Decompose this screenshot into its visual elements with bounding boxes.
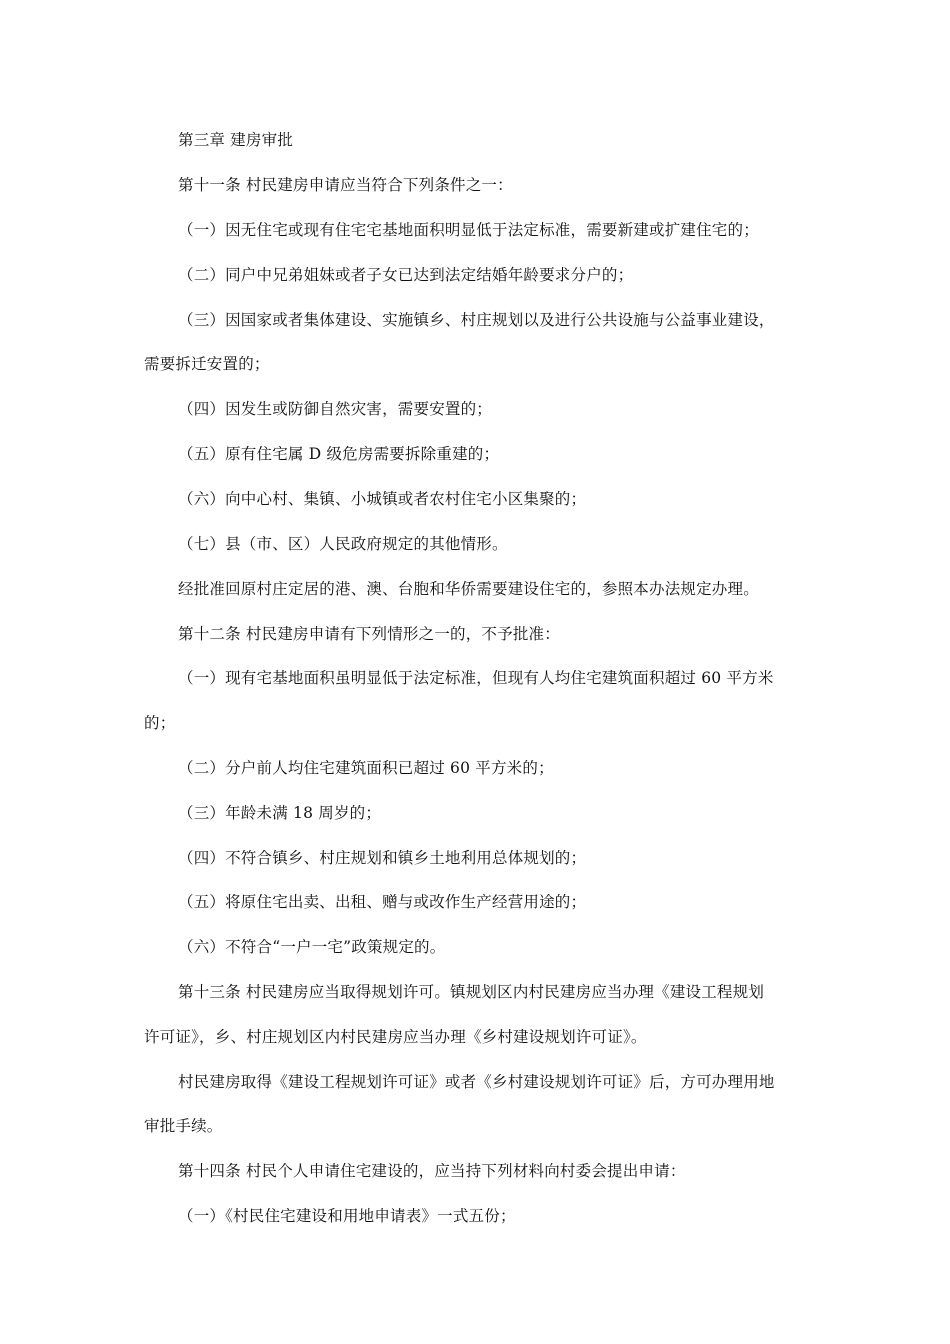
article-13-heading-cont: 许可证》，乡、村庄规划区内村民建房应当办理《乡村建设规划许可证》。 bbox=[144, 1028, 647, 1046]
article-11-heading: 第十一条 村民建房申请应当符合下列条件之一： bbox=[178, 176, 513, 194]
chapter-heading: 第三章 建房审批 bbox=[178, 131, 294, 149]
article-11-item-1: （一）因无住宅或现有住宅宅基地面积明显低于法定标准，需要新建或扩建住宅的； bbox=[178, 221, 759, 239]
article-11-item-3: （三）因国家或者集体建设、实施镇乡、村庄规划以及进行公共设施与公益事业建设， bbox=[178, 311, 775, 329]
article-13-para-2-cont: 审批手续。 bbox=[144, 1117, 223, 1135]
article-12-item-2: （二）分户前人均住宅建筑面积已超过 60 平方米的； bbox=[178, 759, 554, 777]
article-12-item-1-cont: 的； bbox=[144, 714, 176, 732]
article-11-item-3-cont: 需要拆迁安置的； bbox=[144, 355, 270, 373]
article-12-item-3: （三）年龄未满 18 周岁的； bbox=[178, 804, 382, 822]
article-11-note: 经批准回原村庄定居的港、澳、台胞和华侨需要建设住宅的，参照本办法规定办理。 bbox=[178, 580, 759, 598]
article-12-item-1: （一）现有宅基地面积虽明显低于法定标准，但现有人均住宅建筑面积超过 60 平方米 bbox=[178, 669, 774, 687]
article-14-item-1: （一）《村民住宅建设和用地申请表》一式五份； bbox=[178, 1207, 516, 1225]
article-12-item-5: （五）将原住宅出卖、出租、赠与或改作生产经营用途的； bbox=[178, 893, 587, 911]
article-11-item-2: （二）同户中兄弟姐妹或者子女已达到法定结婚年龄要求分户的； bbox=[178, 266, 634, 284]
article-12-heading: 第十二条 村民建房申请有下列情形之一的，不予批准： bbox=[178, 625, 560, 643]
article-11-item-6: （六）向中心村、集镇、小城镇或者农村住宅小区集聚的； bbox=[178, 490, 587, 508]
article-13-heading: 第十三条 村民建房应当取得规划许可。镇规划区内村民建房应当办理《建设工程规划 bbox=[178, 983, 765, 1001]
article-12-item-6: （六）不符合“一户一宅”政策规定的。 bbox=[178, 938, 446, 956]
article-11-item-7: （七）县（市、区）人民政府规定的其他情形。 bbox=[178, 535, 508, 553]
article-11-item-4: （四）因发生或防御自然灾害，需要安置的； bbox=[178, 400, 493, 418]
article-12-item-4: （四）不符合镇乡、村庄规划和镇乡土地利用总体规划的； bbox=[178, 849, 587, 867]
article-13-para-2: 村民建房取得《建设工程规划许可证》或者《乡村建设规划许可证》后，方可办理用地 bbox=[178, 1073, 775, 1091]
article-14-heading: 第十四条 村民个人申请住宅建设的，应当持下列材料向村委会提出申请： bbox=[178, 1162, 686, 1180]
article-11-item-5: （五）原有住宅属 D 级危房需要拆除重建的； bbox=[178, 445, 500, 463]
